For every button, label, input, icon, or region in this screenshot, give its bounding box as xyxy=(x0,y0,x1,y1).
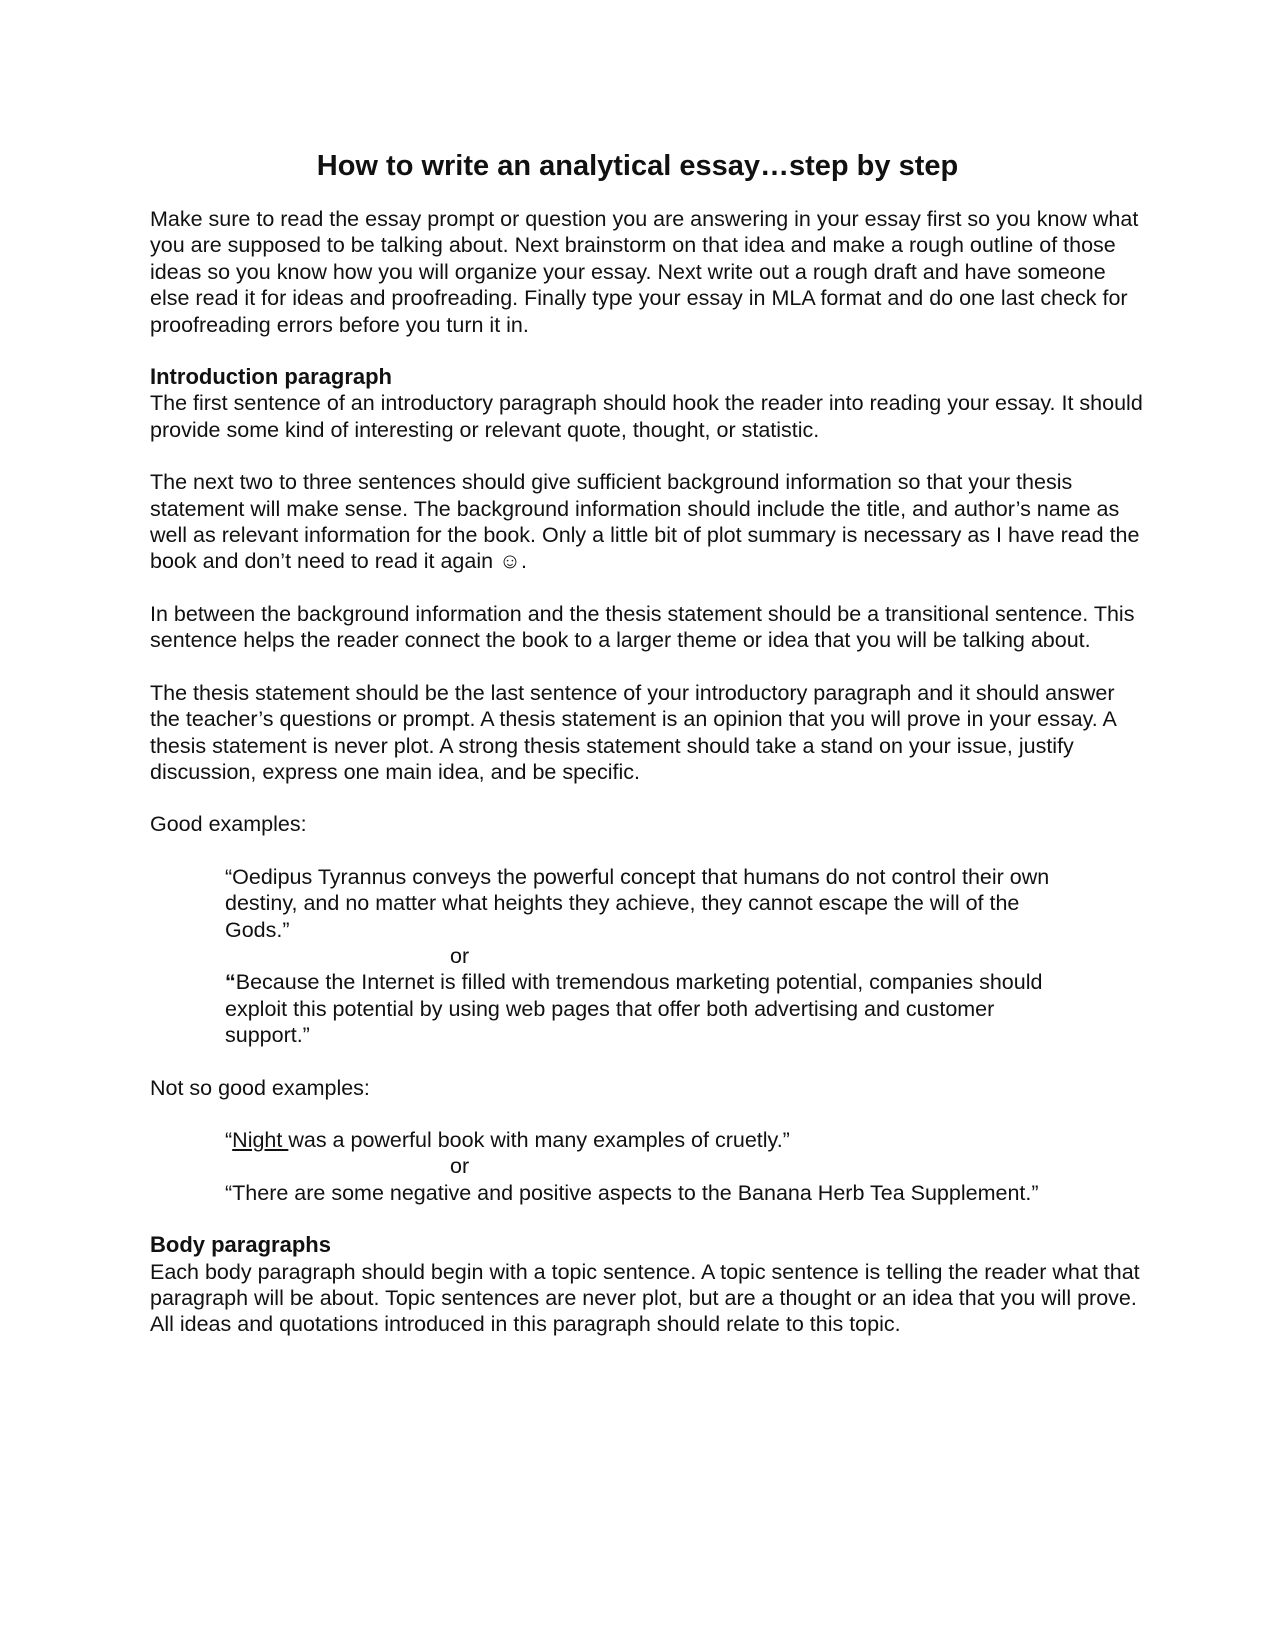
bad-example-1 xyxy=(225,1127,1055,1153)
good-examples-block xyxy=(225,864,1055,1049)
good-examples-or: or xyxy=(450,943,470,968)
bad-examples-block xyxy=(225,1127,1055,1206)
bad-examples-or: or xyxy=(450,1154,470,1179)
intro-overview-paragraph: Make sure to read the essay prompt or question you are answering in your essay first so you know what you are supposed to be talking about. Next brainstorm on that idea and make a rough outline of those ideas so you know how you will organize your essay. Next write out a rough draft and have someone else read it for ideas and proofreading. Finally type your essay in MLA format and do one last check for proofreading errors before you turn it in. xyxy=(150,207,1139,337)
introduction-paragraph-hook: The first sentence of an introductory paragraph should hook the reader into reading your essay. It should provide some kind of interesting or relevant quote, thought, or statistic. xyxy=(150,391,1143,442)
bad-example-1-open-quote: “ xyxy=(225,1127,233,1152)
bad-example-1-rest: was a powerful book with many examples of cruetly.” xyxy=(288,1127,790,1152)
introduction-paragraph-background: The next two to three sentences should give sufficient background information so that your thesis statement will make sense. The background information should include the title, and author’s name as well as relevant information for the book. Only a little bit of plot summary is necessary as I have read the book and don’t need to read it again ☺. xyxy=(150,470,1140,574)
good-example-2 xyxy=(225,969,1055,1048)
good-examples-label: Good examples: xyxy=(150,812,307,837)
good-example-2-text: Because the Internet is filled with tremendous marketing potential, companies should exploit this potential by using web pages that offer both advertising and customer support.” xyxy=(225,970,1043,1048)
introduction-paragraph-transition: In between the background information and the thesis statement should be a transitional sentence. This sentence helps the reader connect the book to a larger theme or idea that you will be talking about. xyxy=(150,601,1135,653)
good-example-2-open-quote: “ xyxy=(225,970,236,995)
bad-example-1-book-title: Night xyxy=(232,1127,289,1152)
body-paragraphs-heading: Body paragraphs xyxy=(150,1232,331,1258)
document-page xyxy=(150,148,1150,1338)
good-example-1: “Oedipus Tyrannus conveys the powerful concept that humans do not control their own destiny, and no matter what heights they achieve, they cannot escape the will of the Gods.” xyxy=(225,864,1050,942)
bad-example-2: “There are some negative and positive aspects to the Banana Herb Tea Supplement.” xyxy=(225,1180,1039,1205)
introduction-heading: Introduction paragraph xyxy=(150,364,392,390)
introduction-paragraph-thesis: The thesis statement should be the last sentence of your introductory paragraph and it should answer the teacher’s questions or prompt. A thesis statement is an opinion that you will prove in your essay. A thesis statement is never plot. A strong thesis statement should take a stand on your issue, justify discussion, express one main idea, and be specific. xyxy=(150,680,1116,784)
body-paragraph-topic: Each body paragraph should begin with a topic sentence. A topic sentence is telling the reader what that paragraph will be about. Topic sentences are never plot, but are a thought or an idea that you will prove. All ideas and quotations introduced in this paragraph should relate to this topic. xyxy=(150,1259,1140,1337)
page-title: How to write an analytical essay…step by step xyxy=(316,150,959,182)
bad-examples-label: Not so good examples: xyxy=(150,1075,370,1100)
